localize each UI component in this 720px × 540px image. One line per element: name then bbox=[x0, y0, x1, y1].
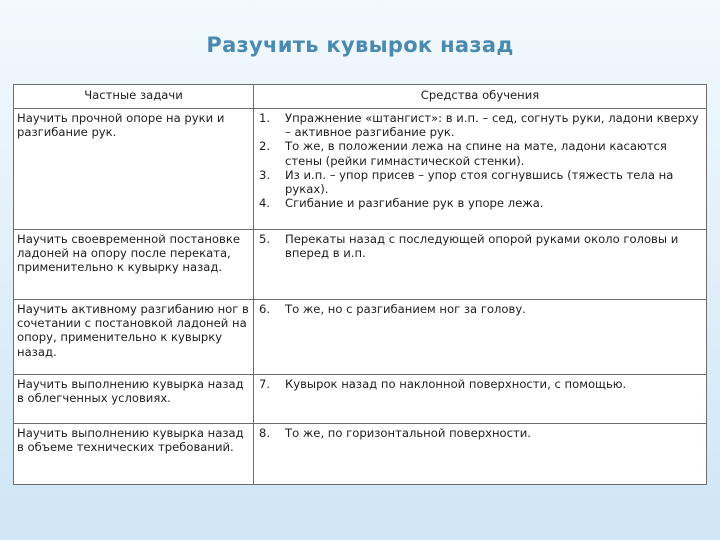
item-text: Кувырок назад по наклонной поверхности, с помощью. bbox=[285, 377, 627, 391]
means-cell bbox=[254, 109, 707, 230]
table-row bbox=[14, 424, 707, 485]
means-list bbox=[257, 426, 703, 440]
item-number: 6. bbox=[259, 302, 271, 316]
item-number: 5. bbox=[259, 232, 271, 246]
task-cell: Научить своевременной постановке ладоней на опору после переката, применительно к кувырку назад. bbox=[14, 230, 254, 300]
header-tasks: Частные задачи bbox=[14, 85, 254, 109]
means-cell bbox=[254, 375, 707, 424]
means-list bbox=[257, 111, 703, 210]
table-row bbox=[14, 109, 707, 230]
item-text: То же, в положении лежа на спине на мате, ладони касаются стены (рейки гимнастической стенки). bbox=[285, 139, 667, 168]
item-text: Перекаты назад с последующей опорой руками около головы и вперед в и.п. bbox=[285, 232, 679, 261]
means-item bbox=[257, 302, 703, 316]
means-list bbox=[257, 232, 703, 260]
table-row bbox=[14, 375, 707, 424]
item-text: Из и.п. – упор присев – упор стоя согнувшись (тяжесть тела на руках). bbox=[285, 167, 674, 197]
item-number: 4. bbox=[259, 196, 271, 211]
means-item bbox=[257, 111, 703, 139]
item-number: 7. bbox=[259, 377, 271, 391]
task-cell: Научить прочной опоре на руки и разгибание рук. bbox=[14, 109, 254, 230]
item-number: 1. bbox=[259, 111, 271, 125]
means-cell bbox=[254, 230, 707, 300]
means-item bbox=[257, 377, 703, 391]
table-row bbox=[14, 230, 707, 300]
task-cell: Научить выполнению кувырка назад в облегченных условиях. bbox=[14, 375, 254, 424]
means-item bbox=[257, 139, 703, 167]
task-cell: Научить выполнению кувырка назад в объеме технических требований. bbox=[14, 424, 254, 485]
means-item bbox=[257, 232, 703, 260]
item-number: 2. bbox=[259, 139, 271, 154]
task-cell: Научить активному разгибанию ног в сочетании с постановкой ладоней на опору, применительно к кувырку назад. bbox=[14, 300, 254, 375]
page-title: Разучить кувырок назад bbox=[206, 33, 514, 57]
means-cell bbox=[254, 300, 707, 375]
header-means: Средства обучения bbox=[254, 85, 707, 109]
item-number: 3. bbox=[259, 167, 271, 182]
item-text: Упражнение «штангист»: в и.п. – сед, согнуть руки, ладони кверху – активное разгибание рук. bbox=[285, 111, 699, 140]
means-item bbox=[257, 426, 703, 440]
item-text: Сгибание и разгибание рук в упоре лежа. bbox=[285, 196, 544, 211]
item-text: То же, но с разгибанием ног за голову. bbox=[285, 302, 526, 316]
means-list bbox=[257, 377, 703, 391]
item-text: То же, по горизонтальной поверхности. bbox=[285, 426, 531, 440]
means-cell bbox=[254, 424, 707, 485]
means-item bbox=[257, 196, 703, 210]
means-item bbox=[257, 168, 703, 196]
table-row bbox=[14, 300, 707, 375]
item-number: 8. bbox=[259, 426, 271, 440]
table-header-row bbox=[14, 85, 707, 109]
means-list bbox=[257, 302, 703, 316]
training-table bbox=[13, 84, 707, 485]
